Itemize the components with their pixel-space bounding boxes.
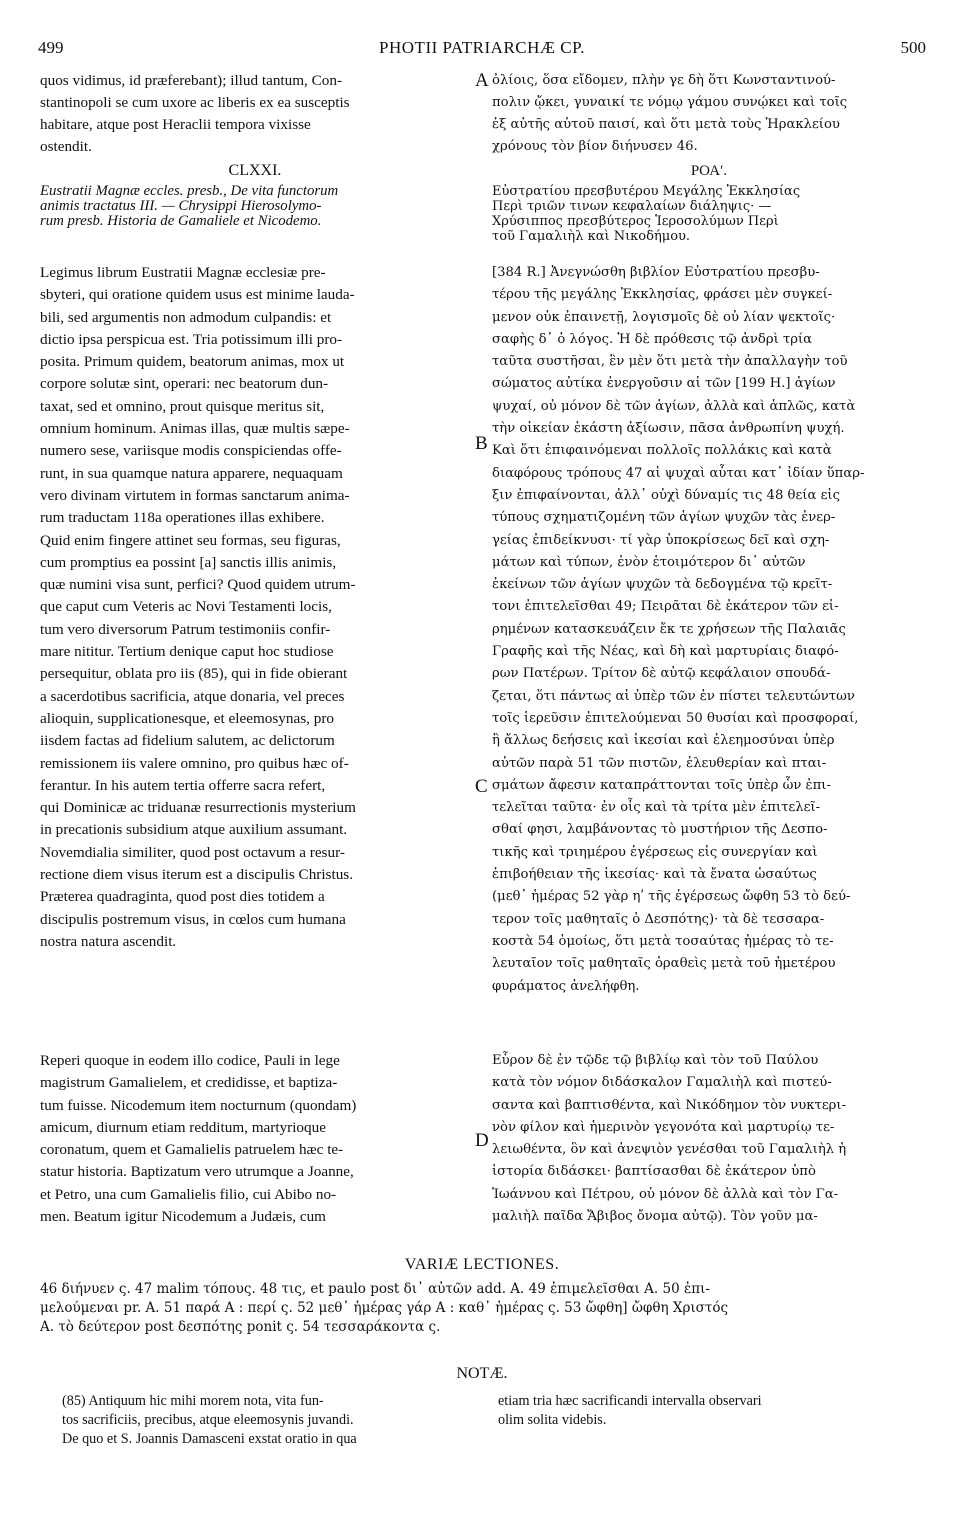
latin-bottom-line: tum fuisse. Nicodemum item nocturnum (quondam) [40,1096,357,1114]
greek-body-line: ξιν ἐπιφαίνονται, ἀλλ᾽ οὐχὶ δύναμίς τις 48 θεία εἰς [492,487,840,503]
variae-lines-line: A. τὸ δεύτερον post δεσπότης ponit ς. 54 τεσσαράκοντα ς. [40,1319,441,1335]
greek-body-line: [384 R.] Ἀνεγνώσθη βιβλίον Εὐστρατίου πρεσβυ- [492,265,820,280]
latin-bottom-line: amicum, diurnum etiam redditum, martyrioque [40,1118,326,1136]
latin-body-line: remissionem iis valere omnino, pro quibus hæc of- [40,754,349,772]
greek-subtitle-line: τοῦ Γαμαλιὴλ καὶ Νικοδήμου. [492,229,691,244]
latin-body-line: persequitur, oblata pro iis (85), qui in fide obierant [40,665,348,683]
greek-bottom-line: νὸν φίλον καὶ ἡμερινὸν γεγονότα καὶ μαρτυρίῳ τε- [492,1119,835,1135]
greek-body-line: λευταῖον τοῖς μαθηταῖς ὁραθεὶς μετὰ τοῦ ἡμετέρου [492,956,836,972]
greek-bottom-line: ἱστορία διδάσκει· βαπτίσασθαι δὲ ἑκάτερον ὑπὸ [492,1164,816,1180]
notae-right-line: etiam tria hæc sacrificandi intervalla observari [498,1393,762,1409]
latin-body-line: Quid enim fingere attinet seu formas, seu figuras, [40,531,341,549]
notae-title: NOTÆ. [456,1365,508,1382]
greek-top-line: ἐξ αὐτῆς αὐτοῦ παισί, καὶ ὅτι μετὰ τοὺς Ἡρακλείου [492,117,840,132]
latin-body-line: bili, sed argumentis non admodum culpandis: et [40,308,332,326]
greek-bottom [492,1050,926,1228]
greek-subtitle-line: Περὶ τριῶν τινων κεφαλαίων διάληψις· — [492,199,772,214]
notae-right-line: olim solita videbis. [498,1412,607,1428]
greek-body-line: τοῖς ἱερεῦσιν ἐπιτελούμεναι 50 θυσίαι καὶ προσφοραί, [492,710,859,726]
left-page-number: 499 [38,38,64,57]
section-marker-a: A [475,70,489,91]
latin-body-line: nostra natura ascendit. [40,932,177,950]
latin-body-line: cum promptius ea possint [a] sanctis illis animis, [40,553,337,571]
greek-chapter-heading: ΡΟΑʹ. [690,163,728,179]
greek-body-line: μενον οὐκ ἐπαινετῇ, λογισμοῖς δὲ οὐ λίαν ψεκτοῖς· [492,309,836,325]
latin-body-line: que caput cum Veteris ac Novi Testamenti locis, [40,598,332,616]
running-title: PHOTII PATRIARCHÆ CP. [379,38,585,57]
greek-bottom-line: Ἰωάννου καὶ Πέτρου, οὐ μόνον δὲ ἀλλὰ καὶ τὸν Γα- [492,1186,839,1202]
variae-lectiones-title: VARIÆ LECTIONES. [404,1256,560,1273]
latin-body-line: a sacerdotibus sacrificia, atque donaria, vel preces [40,687,345,705]
latin-body-line: in precationis subsidium atque auxilium assumant. [40,821,348,839]
latin-body-line: ferantur. In his autem tertia offerre sacra refert, [40,776,326,794]
greek-body-line: Καὶ ὅτι ἐπιφαινόμεναι πολλοῖς πολλάκις καὶ κατὰ [492,443,832,459]
greek-body-line: σμάτων ἄφεσιν καταπράττονται τοῖς ὑπὲρ ὧν ἐπι- [492,777,831,793]
greek-body-line: τύπους σχηματιζομένη τῶν ἁγίων ψυχῶν τὰς ἐνερ- [492,510,836,526]
latin-subtitle [40,184,470,229]
greek-bottom-line: κατὰ τὸν νόμον διδάσκαλον Γαμαλιὴλ καὶ πιστεύ- [492,1075,832,1091]
latin-body-line: posita. Primum quidem, beatorum animas, mox ut [40,353,345,371]
greek-bottom-line: σαντα καὶ βαπτισθέντα, καὶ Νικόδημον τὸν νυκτερι- [492,1097,847,1113]
latin-body-line: sbyteri, qui oratione quidem usus est minime lauda- [40,286,355,304]
latin-top-line: ostendit. [40,138,92,155]
latin-bottom-line: men. Beatum igitur Nicodemum a Judæis, cum [40,1208,326,1226]
greek-body-line: τελεῖται ταῦτα· ἐν οἷς καὶ τὰ τρίτα μὲν ἐπιτελεῖ- [492,800,821,816]
latin-body-line: rum traductam 118a operationes illas exhibere. [40,509,325,527]
latin-bottom [40,1050,470,1228]
latin-body-line: qui Dominicæ ac triduanæ resurrectionis mysterium [40,799,356,817]
greek-body-line: μάτων καὶ τύπων, ἐνὸν ἑτοιμότερον δι᾽ αὐτῶν [492,554,806,570]
latin-subtitle-line: rum presb. Historia de Gamaliele et Nicodemo. [40,214,322,229]
variae-lectiones [40,1280,926,1337]
latin-body-line: Præterea quadraginta, quod post dies totidem a [40,888,325,906]
greek-body-line: σαφὴς δ᾽ ὁ λόγος. Ἡ δὲ πρόθεσις τῷ ἀνδρὶ τρία [492,331,813,347]
variae-lines-line: μελούμεναι pr. A. 51 παρά A : περί ς. 52 μεθ᾽ ἡμέρας γάρ A : καθ᾽ ἡμέρας ς. 53 ὤφθη] ὤφθη Χριστός [40,1300,729,1316]
greek-body-line: ρημένων κατασκευάζειν ἔκ τε χρήσεων τῆς Παλαιᾶς [492,621,846,637]
greek-body-line: διαφόρους τρόπους 47 αἱ ψυχαὶ αὗται κατ᾽ ἰδίαν ὕπαρ- [492,465,865,481]
greek-body-line: τερον τοῖς μαθηταῖς ὁ Δεσπότης)· τὰ δὲ τεσσαρα- [492,911,825,927]
section-marker-d: D [475,1130,489,1151]
latin-bottom-line: coronatum, quem et Gamalielis patruelem hæc te- [40,1141,344,1159]
section-marker-b: B [475,433,488,454]
latin-top-line: stantinopoli se cum uxore ac liberis ex ea susceptis [40,94,350,111]
greek-body-line: φυράματος ἀνελήφθη. [492,978,640,994]
latin-body-line: runt, in sua quamque natura apparere, nequaquam [40,464,343,482]
latin-body-line: dictio ipsa perspicua est. Tria potissimum illi pro- [40,330,343,348]
latin-body-line: omnium hominum. Animas illas, quæ multis sæpe- [40,420,350,438]
latin-body-line: quæ numini visa sunt, perfici? Quod quidem utrum- [40,576,356,594]
page-header [38,38,926,62]
latin-body [40,262,470,953]
greek-body [492,262,926,998]
variae-lines-line: 46 διήνυεν ς. 47 malim τόπους. 48 τις, et paulo post δι᾽ αὐτῶν add. A. 49 ἐπιμελεῖσθαι A. 50 ἐπι- [40,1281,710,1297]
latin-body-line: taxat, sed et omnino, prout quisque meritus sit, [40,397,325,415]
notae-left [62,1392,472,1449]
greek-body-line: ψυχαί, οὐ μόνον δὲ τῶν ἁγίων, ἀλλὰ καὶ ἁπλῶς, κατὰ [492,398,856,414]
greek-body-line: κοστὰ 54 ὁμοίως, ὅτι μετὰ τοσαύτας ἡμέρας τὸ τε- [492,933,834,949]
latin-body-line: rectione diem visus iterum est a discipulis Christus. [40,866,353,884]
greek-body-line: ἐκείνων τῶν ἁγίων ψυχῶν τὰ δεδογμένα τῷ κρεῖτ- [492,577,833,593]
greek-bottom-line: λειωθέντα, ὃν καὶ ἀνεψιὸν γενέσθαι τοῦ Γαμαλιὴλ ἡ [492,1142,847,1158]
greek-body-line: γείας ἐπιδείκνυσι· τί γὰρ ὑποκρίσεως δεῖ καὶ σχη- [492,532,830,548]
greek-body-line: (μεθ᾽ ἡμέρας 52 γὰρ ηʹ τῆς ἐγέρσεως ὤφθη 53 τὸ δεύ- [492,889,851,905]
greek-body-line: ρων Πατέρων. Τρίτον δὲ αὐτῷ κεφάλαιον σπουδά- [492,666,831,682]
latin-top-line: quos vidimus, id præferebant); illud tantum, Con- [40,72,343,89]
greek-body-line: ζεται, ὅτι πάντως αἱ ὑπὲρ τῶν ἐν πίστει τελευτώντων [492,688,855,704]
greek-body-line: ἐπιβοήθειαν τῆς ἱκεσίας· καὶ τὰ ἔνατα ὡσαύτως [492,867,817,883]
greek-top-line: χρόνους τὸν βίον διήνυσεν 46. [492,139,698,154]
greek-body-line: Γραφῆς καὶ τῆς Νέας, καὶ δὴ καὶ μαρτυρίαις διαφό- [492,644,839,660]
greek-body-line: τὴν οἰκείαν ἑκάστη ἀξίωσιν, πᾶσα ἀνθρωπίνη ψυχή. [492,421,845,437]
greek-body-line: τονι ἐπιτελεῖσθαι 49; Πειρᾶται δὲ ἑκάτερον τῶν εἰ- [492,599,839,615]
latin-bottom-line: Reperi quoque in eodem illo codice, Pauli in lege [40,1052,340,1069]
latin-body-line: Novemdialia similiter, quod post octavum a resur- [40,843,345,861]
latin-body-line: corpore solutæ sint, operari: nec beatorum dun- [40,375,329,393]
notae-left-line: tos sacrificiis, precibus, atque eleemosynis juvandi. [62,1412,354,1428]
greek-subtitle-line: Χρύσιππος πρεσβύτερος Ἱεροσολύμων Περὶ [492,214,779,229]
greek-bottom-line: Εὗρον δὲ ἐν τῷδε τῷ βιβλίῳ καὶ τὸν τοῦ Παύλου [492,1053,819,1068]
latin-bottom-line: et Petro, una cum Gamalielis filio, cui Abibo no- [40,1185,337,1203]
right-page-number: 500 [900,38,926,57]
latin-subtitle-line: animis tractatus III. — Chrysippi Hierosolymo- [40,199,322,214]
notae-left-line: De quo et S. Joannis Damasceni exstat oratio in qua [62,1431,357,1447]
latin-subtitle-line: Eustratii Magnæ eccles. presb., De vita functorum [40,184,339,199]
section-marker-c: C [475,776,488,797]
latin-body-line: numero sese, variisque modis conspiciendas offe- [40,442,342,460]
greek-body-line: τέρου τῆς μεγάλης Ἐκκλησίας, φράσει μὲν συγκεί- [492,287,833,303]
latin-body-line: mare nititur. Tertium denique caput hoc studiose [40,643,334,661]
greek-body-line: τικῆς καὶ τριημέρου ἐγέρσεως εἰς συνεργίαν καὶ [492,844,818,860]
latin-bottom-line: statur historia. Baptizatum vero utrumque a Joanne, [40,1163,354,1181]
latin-top-line: habitare, atque post Heraclii tempora vixisse [40,116,311,133]
latin-bottom-line: magistrum Gamalielem, et credidisse, et baptiza- [40,1074,338,1092]
latin-body-line: alioquin, supplicationesque, et eleemosynas, pro [40,709,334,727]
latin-body-line: Legimus librum Eustratii Magnæ ecclesiæ pre- [40,264,326,281]
latin-body-line: tum vero diversorum Patrum testimoniis confir- [40,620,331,638]
greek-bottom-line: μαλιὴλ παῖδα Ἄβιβος ὄνομα αὐτῷ). Τὸν γοῦν μα- [492,1209,818,1225]
greek-body-line: σώματος αὐτίκα ἐνεργοῦσιν αἱ τῶν [199 H.] ἁγίων [492,376,836,392]
greek-subtitle [492,184,926,244]
greek-column-top [492,70,926,158]
latin-chapter-heading: CLXXI. [228,162,282,179]
greek-body-line: αὐτῶν παρὰ 51 τῶν πιστῶν, ἐλευθερίαν καὶ πται- [492,755,827,771]
greek-body-line: σθαί φησι, λαμβάνοντας τὸ μυστήριον τῆς Δεσπο- [492,822,828,838]
latin-column-top [40,70,470,158]
notae-right [498,1392,926,1430]
notae-left-line: (85) Antiquum hic mihi morem nota, vita fun- [62,1393,324,1409]
greek-body-line: ταῦτα συστῆσαι, ἓν μὲν ὅτι μετὰ τὴν ἀπαλλαγὴν τοῦ [492,354,848,370]
latin-body-line: discipulis postremum visus, in cœlos cum humana [40,910,346,928]
latin-body-line: vero divinam virtutem in formas sanctarum anima- [40,486,350,504]
greek-top-line: ὀλίοις, ὅσα εἴδομεν, πλὴν γε δὴ ὅτι Κωνσταντινού- [492,73,836,88]
greek-body-line: ἢ ἄλλως δεήσεις καὶ ἱκεσίαι καὶ ἐλεημοσύναι ὑπὲρ [492,733,835,749]
latin-body-line: iisdem factas ad fidelium salutem, ac delictorum [40,732,335,750]
greek-top-line: πολιν ᾤκει, γυναικί τε νόμῳ γάμου συνῴκει καὶ τοῖς [492,95,848,110]
greek-subtitle-line: Εὐστρατίου πρεσβυτέρου Μεγάλης Ἐκκλησίας [492,184,801,199]
